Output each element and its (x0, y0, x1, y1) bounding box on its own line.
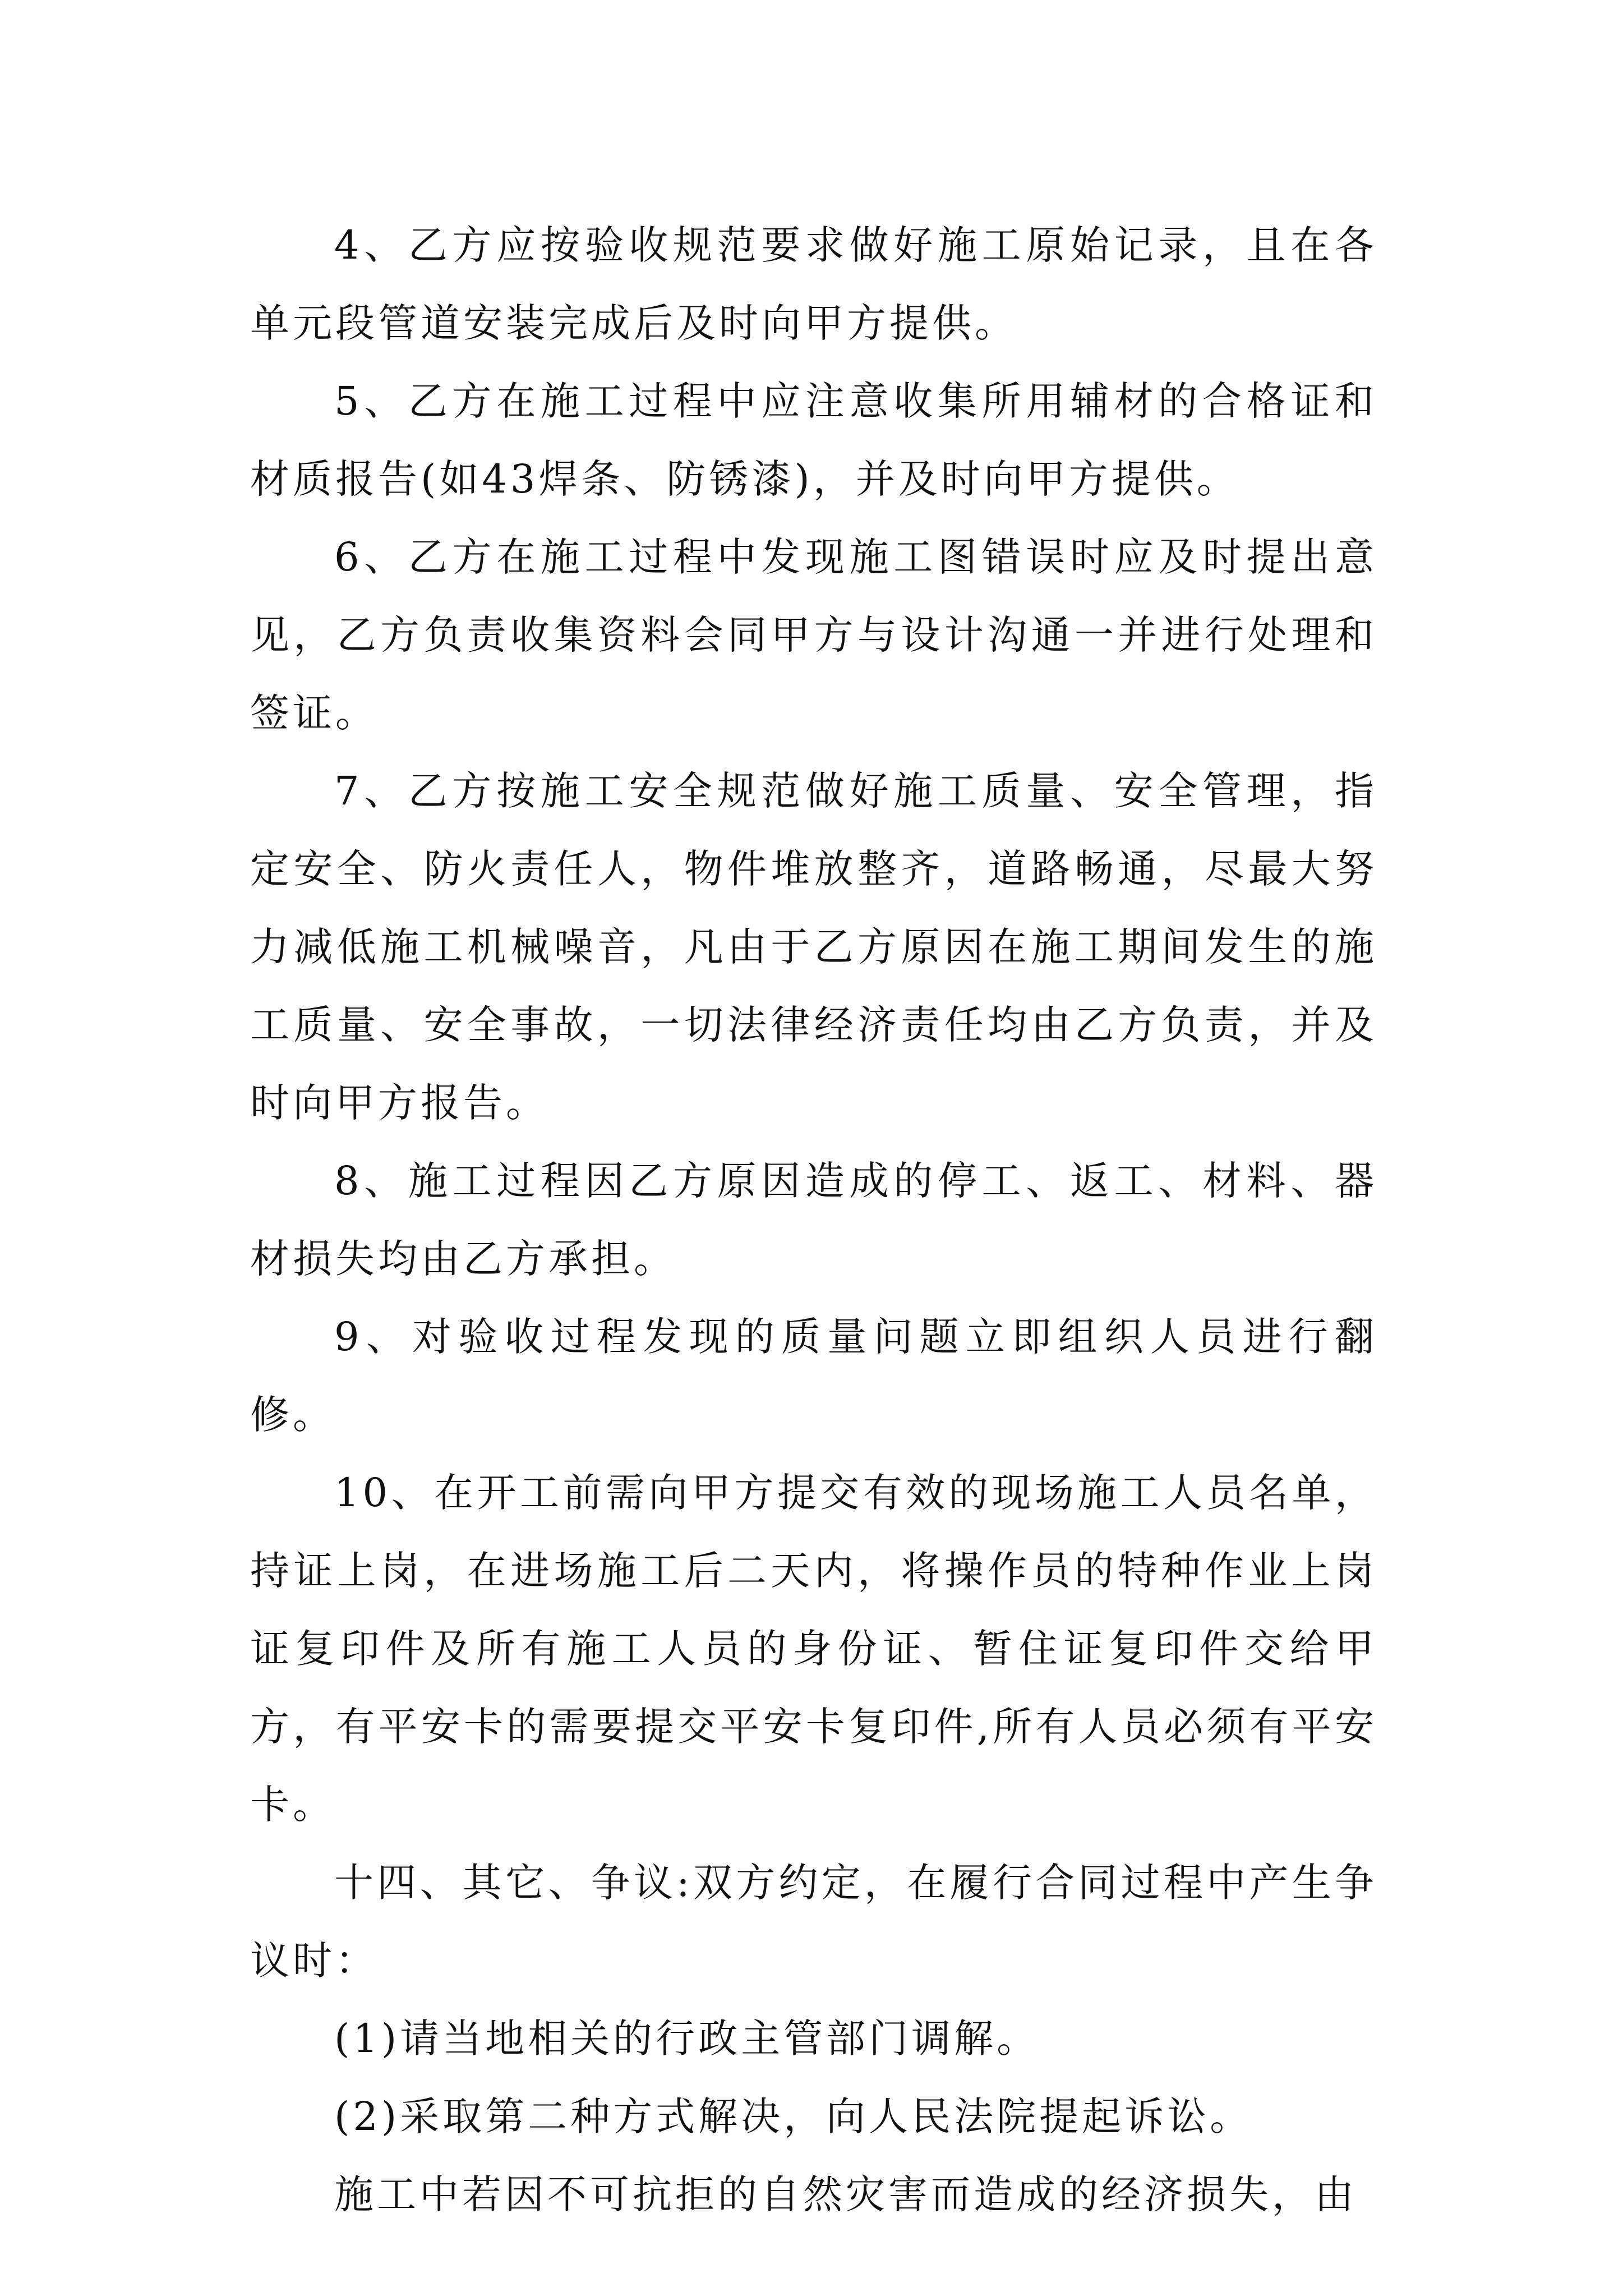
paragraph-item-5: 5、乙方在施工过程中应注意收集所用辅材的合格证和材质报告(如43焊条、防锈漆)，并及时向甲方提供。 (250, 378, 1377, 502)
paragraph-item-6: 6、乙方在施工过程中发现施工图错误时应及时提出意见，乙方负责收集资料会同甲方与设计沟通一并进行处理和签证。 (250, 534, 1377, 736)
paragraph-option-2: (2)采取第二种方式解决，向人民法院提起诉讼。 (334, 2093, 1253, 2139)
paragraph-item-7: 7、乙方按施工安全规范做好施工质量、安全管理，指定安全、防火责任人，物件堆放整齐，道路畅通，尽最大努力减低施工机械噪音，凡由于乙方原因在施工期间发生的施工质量、安全事故，一切法律经济责任均由乙方负责，并及时向甲方报告。 (250, 768, 1377, 1126)
paragraph-item-4: 4、乙方应按验收规范要求做好施工原始记录，且在各单元段管道安装完成后及时向甲方提供。 (250, 222, 1377, 346)
paragraph-force-majeure: 施工中若因不可抗拒的自然灾害而造成的经济损失，由 (334, 2171, 1357, 2217)
paragraph-option-1: (1)请当地相关的行政主管部门调解。 (334, 2016, 1040, 2062)
document-body (250, 206, 1377, 2234)
paragraph-item-9: 9、对验收过程发现的质量问题立即组织人员进行翻修。 (250, 1314, 1377, 1438)
paragraph-section-14: 十四、其它、争议:双方约定，在履行合同过程中产生争议时： (250, 1860, 1377, 1984)
paragraph-item-8: 8、施工过程因乙方原因造成的停工、返工、材料、器材损失均由乙方承担。 (250, 1158, 1377, 1282)
paragraph-item-10: 10、在开工前需向甲方提交有效的现场施工人员名单，持证上岗，在进场施工后二天内，将操作员的特种作业上岗证复印件及所有施工人员的身份证、暂住证复印件交给甲方，有平安卡的需要提交平安卡复印件,所有人员必须有平安卡。 (250, 1470, 1377, 1828)
